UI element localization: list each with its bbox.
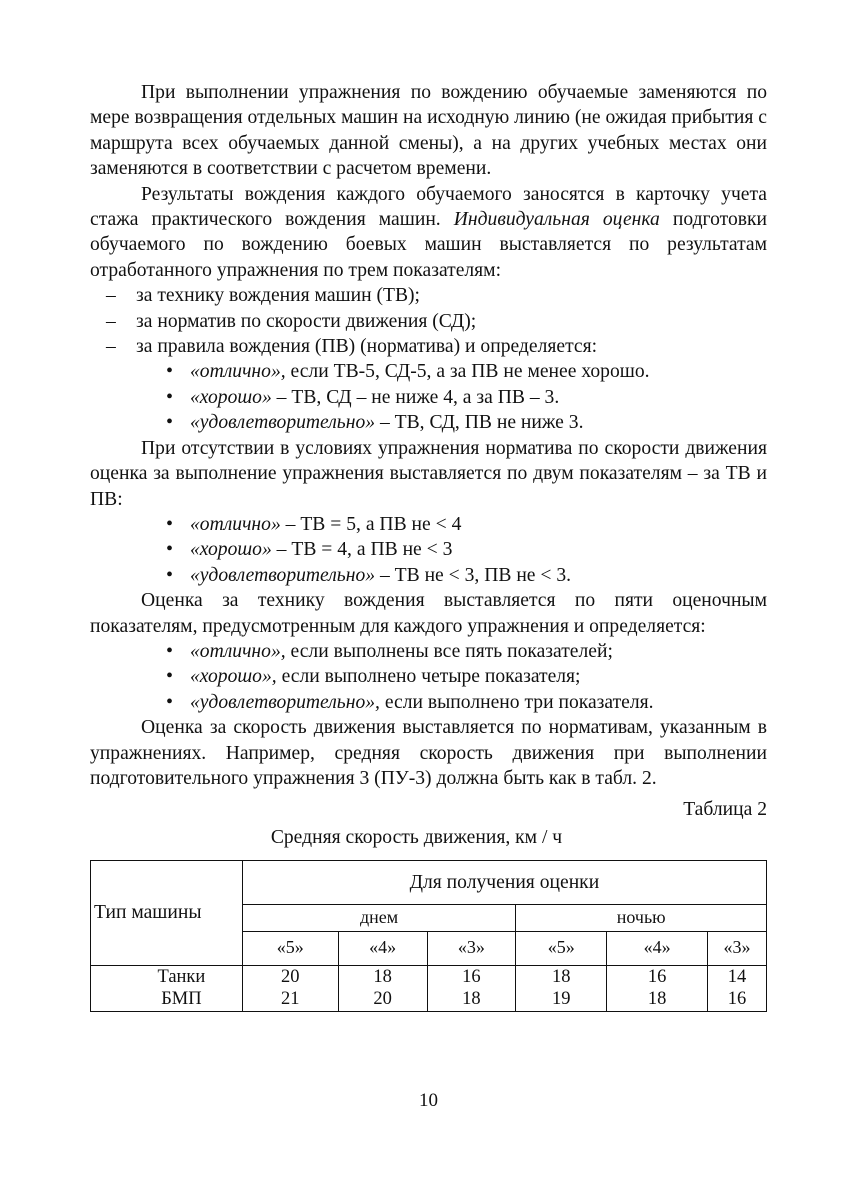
grade-header: «4» <box>607 931 708 965</box>
grade-label: «отлично», <box>190 361 286 383</box>
grade-text: – ТВ не < 3, ПВ не < 3. <box>375 564 572 586</box>
speed-table <box>90 860 767 1011</box>
column-header-day: днем <box>242 905 516 931</box>
column-header-night: ночью <box>516 905 767 931</box>
grade-text: если выполнено три показателя. <box>379 691 654 713</box>
value-cell <box>242 965 338 1011</box>
grade-label: «удовлетворительно», <box>190 691 380 713</box>
grade-label: «хорошо» <box>190 539 272 561</box>
grade-label: «отлично» <box>190 513 281 535</box>
value-cell <box>607 965 708 1011</box>
table-label: Таблица 2 <box>683 799 767 821</box>
grade-text: если выполнено четыре показателя; <box>276 666 581 688</box>
grade-text: – ТВ, СД – не ниже 4, а за ПВ – 3. <box>271 386 560 408</box>
value: 18 <box>373 966 392 987</box>
paragraph-1-text: При выполнении упражнения по вождению обучаемые заменяются по мере возвращения отдельных машин на исходную линию (не ожидая прибытия с маршрута всех обучаемых данной смены), а на других учебных местах они заменяются в соответствии с расчетом времени. <box>90 82 767 180</box>
paragraph-2-text-b: подготовки обучаемого по вождению боевых машин выставляется по результатам отработанного упражнения по трем показателям: <box>90 209 767 281</box>
list-item: – за технику вождения машин (ТВ); <box>106 283 767 308</box>
list-item <box>90 410 767 435</box>
value: 18 <box>647 988 667 1009</box>
grade-label: «отлично», <box>190 640 286 662</box>
machine-name: БМП <box>161 988 202 1009</box>
grade-list-3 <box>90 639 767 715</box>
grade-text: если ТВ-5, СД-5, а за ПВ не менее хорошо. <box>285 361 650 383</box>
grade-label: «удовлетворительно» <box>190 412 376 434</box>
list-item <box>90 512 767 537</box>
value-cell <box>427 965 516 1011</box>
value: 16 <box>647 966 667 987</box>
paragraph-2 <box>90 182 767 284</box>
value: 21 <box>280 988 300 1009</box>
grade-list-1 <box>90 359 767 435</box>
table-row <box>91 965 767 1011</box>
paragraph-5 <box>90 715 767 791</box>
list-item: – за правила вождения (ПВ) (норматива) и определяется: <box>106 334 767 359</box>
value: 14 <box>727 966 747 987</box>
list-item <box>90 537 767 562</box>
grade-header: «3» <box>708 931 767 965</box>
value-cell <box>516 965 607 1011</box>
value: 18 <box>462 988 481 1009</box>
machine-cell <box>91 965 243 1011</box>
value-cell <box>708 965 767 1011</box>
value: 20 <box>373 988 392 1009</box>
paragraph-3 <box>90 436 767 512</box>
grade-header: «3» <box>427 931 516 965</box>
grade-header: «4» <box>338 931 427 965</box>
value: 20 <box>280 966 300 987</box>
list-item <box>90 664 767 689</box>
paragraph-4-text: Оценка за технику вождения выставляется по пяти оценочным показателям, предусмотренным для каждого упражнения и определяется: <box>90 590 767 637</box>
grade-header: «5» <box>516 931 607 965</box>
list-item <box>90 690 767 715</box>
grade-label: «хорошо», <box>190 666 277 688</box>
paragraph-3-text: При отсутствии в условиях упражнения норматива по скорости движения оценка за выполнение упражнения выставляется по двум показателям – за ТВ и ПВ: <box>90 437 767 510</box>
list-item <box>90 385 767 410</box>
page-number: 10 <box>419 1090 438 1111</box>
column-header-machine-type: Тип машины <box>91 861 243 965</box>
value: 16 <box>727 988 747 1009</box>
grade-list-2 <box>90 512 767 588</box>
value: 19 <box>552 988 571 1009</box>
grade-text: – ТВ, СД, ПВ не ниже 3. <box>375 412 584 434</box>
grade-label: «хорошо» <box>190 386 272 408</box>
list-item: – за норматив по скорости движения (СД); <box>106 309 767 334</box>
paragraph-4 <box>90 588 767 639</box>
paragraph-5-text: Оценка за скорость движения выставляется по нормативам, указанным в упражнениях. Например, средняя скорость движения при выполнении подготовительного упражнения 3 (ПУ-3) должна быть как в табл. 2. <box>90 717 767 789</box>
value-cell <box>338 965 427 1011</box>
grade-header: «5» <box>242 931 338 965</box>
list-item <box>90 563 767 588</box>
page-content <box>90 80 767 1012</box>
list-item <box>90 639 767 664</box>
group-header-grade: Для получения оценки <box>242 861 766 905</box>
grade-text: если выполнены все пять показателей; <box>285 640 613 662</box>
grade-text: – ТВ = 4, а ПВ не < 3 <box>271 539 453 561</box>
grade-text: – ТВ = 5, а ПВ не < 4 <box>280 513 462 535</box>
value: 18 <box>552 966 571 987</box>
table-title: Средняя скорость движения, км / ч <box>270 826 563 848</box>
value: 16 <box>462 966 481 987</box>
paragraph-2-text-a: Результаты вождения каждого обучаемого заносятся в карточку учета стажа практического вождения машин. <box>90 183 767 231</box>
machine-name: Танки <box>157 966 206 987</box>
grade-label: «удовлетворительно» <box>190 564 376 586</box>
list-item <box>90 359 767 384</box>
paragraph-2-italic: Индивидуальная оценка <box>453 209 660 231</box>
paragraph-1 <box>90 80 767 182</box>
indicator-list <box>90 283 767 359</box>
